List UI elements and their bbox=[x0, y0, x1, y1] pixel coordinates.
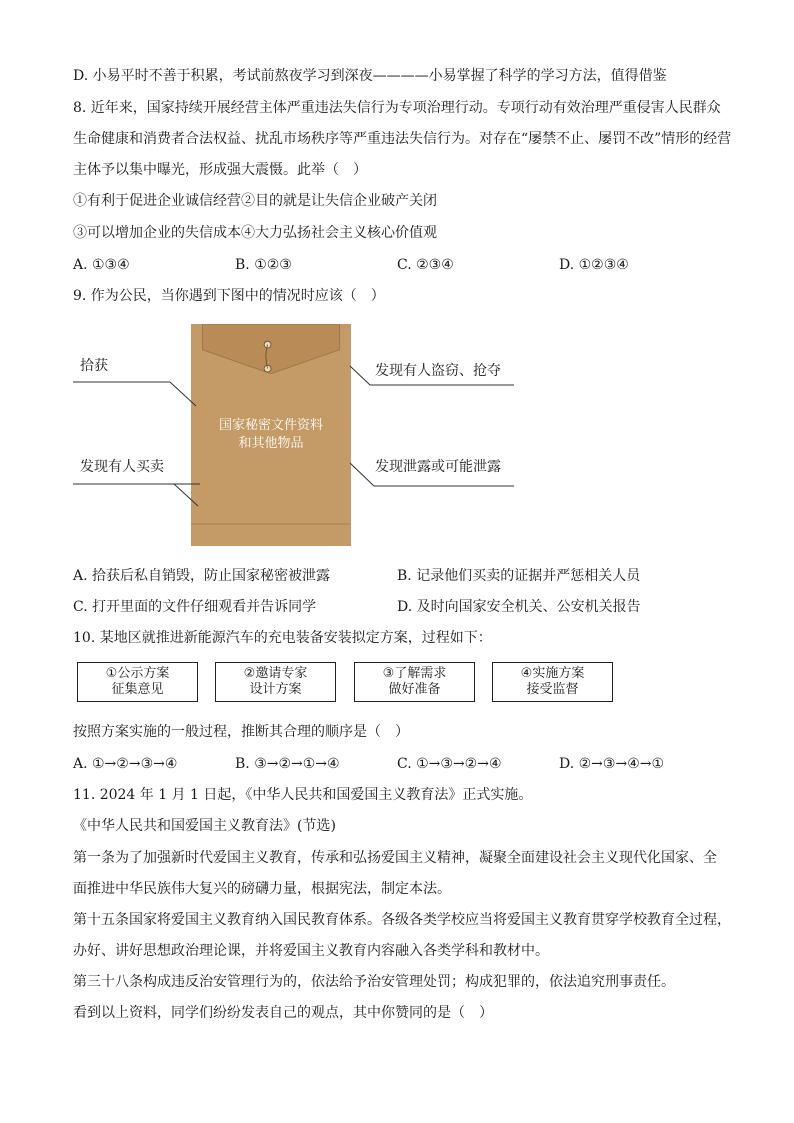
q10-option-c: C. ①→③→②→④ bbox=[397, 756, 502, 772]
callout-leak: 发现泄露或可能泄露 bbox=[375, 459, 501, 475]
q8-option-a: A. ①③④ bbox=[73, 257, 130, 273]
step-line1: ②邀请专家 bbox=[243, 666, 308, 681]
callout-pickup: 拾获 bbox=[80, 358, 108, 374]
q11-article-1-cont: 面推进中华民族伟大复兴的磅礴力量，根据宪法，制定本法。 bbox=[73, 881, 451, 897]
q7-option-d: D. 小易平时不善于积累，考试前熬夜学习到深夜————小易掌握了科学的学习方法，值得借鉴 bbox=[73, 68, 667, 84]
callout-trading: 发现有人买卖 bbox=[80, 459, 164, 475]
q10-question: 按照方案实施的一般过程，推断其合理的顺序是（ ） bbox=[73, 724, 409, 740]
q8-option-d: D. ①②③④ bbox=[559, 257, 629, 273]
q9-stem: 9. 作为公民，当你遇到下图中的情况时应该（ ） bbox=[73, 288, 385, 304]
envelope-text-line2: 和其他物品 bbox=[238, 436, 304, 451]
callout-lines bbox=[0, 0, 794, 560]
q8-stem-line: 8. 近年来，国家持续开展经营主体严重违法失信行为专项治理行动。专项行动有效治理严重侵害人民群众 bbox=[73, 100, 721, 116]
q11-stem: 11. 2024 年 1 月 1 日起，《中华人民共和国爱国主义教育法》正式实施。 bbox=[73, 787, 533, 803]
q8-statement: ①有利于促进企业诚信经营②目的就是让失信企业破产关闭 bbox=[73, 193, 437, 209]
callout-theft: 发现有人盗窃、抢夺 bbox=[375, 363, 501, 379]
q8-statement: ③可以增加企业的失信成本④大力弘扬社会主义核心价值观 bbox=[73, 225, 437, 241]
q9-option-c: C. 打开里面的文件仔细观看并告诉同学 bbox=[73, 599, 317, 615]
step-line2: 做好准备 bbox=[388, 682, 441, 697]
q9-option-b: B. 记录他们买卖的证据并严惩相关人员 bbox=[397, 568, 641, 584]
q8-option-c: C. ②③④ bbox=[397, 257, 454, 273]
q10-option-a: A. ①→②→③→④ bbox=[73, 756, 178, 772]
step-line2: 接受监督 bbox=[526, 682, 579, 697]
q11-article-1: 第一条为了加强新时代爱国主义教育，传承和弘扬爱国主义精神，凝聚全面建设社会主义现代化国家、全 bbox=[73, 850, 717, 866]
step-line2: 设计方案 bbox=[249, 682, 302, 697]
step-line1: ③了解需求 bbox=[382, 666, 447, 681]
envelope-text-line1: 国家秘密文件资料 bbox=[218, 418, 323, 433]
q10-step-box bbox=[492, 662, 613, 702]
step-line1: ④实施方案 bbox=[520, 666, 585, 681]
q9-option-a: A. 拾获后私自销毁，防止国家秘密被泄露 bbox=[73, 568, 331, 584]
q10-option-d: D. ②→③→④→① bbox=[559, 756, 665, 772]
step-line1: ①公示方案 bbox=[105, 666, 170, 681]
q11-article-15: 第十五条国家将爱国主义教育纳入国民教育体系。各级各类学校应当将爱国主义教育贯穿学校教育全过程， bbox=[73, 912, 731, 928]
step-line2: 征集意见 bbox=[111, 682, 164, 697]
q8-option-b: B. ①②③ bbox=[235, 257, 292, 273]
q11-law-title: 《中华人民共和国爱国主义教育法》(节选) bbox=[73, 818, 336, 834]
q10-step-box bbox=[215, 662, 336, 702]
q8-stem-line: 主体予以集中曝光，形成强大震慑。此举（ ） bbox=[73, 162, 367, 178]
q8-stem-line: 生命健康和消费者合法权益、扰乱市场秩序等严重违法失信行为。对存在“屡禁不止、屡罚不改”情形的经营 bbox=[73, 131, 732, 147]
q11-article-38: 第三十八条构成违反治安管理行为的，依法给予治安管理处罚；构成犯罪的，依法追究刑事责任。 bbox=[73, 974, 675, 990]
q9-option-d: D. 及时向国家安全机关、公安机关报告 bbox=[397, 599, 641, 615]
q10-step-box bbox=[354, 662, 475, 702]
q11-article-15-cont: 办好、讲好思想政治理论课，并将爱国主义教育内容融入各类学科和教材中。 bbox=[73, 943, 549, 959]
q10-stem: 10. 某地区就推进新能源汽车的充电装备安装拟定方案，过程如下： bbox=[73, 630, 492, 646]
q11-question: 看到以上资料，同学们纷纷发表自己的观点，其中你赞同的是（ ） bbox=[73, 1005, 493, 1021]
q10-step-box bbox=[77, 662, 198, 702]
q10-option-b: B. ③→②→①→④ bbox=[235, 756, 340, 772]
